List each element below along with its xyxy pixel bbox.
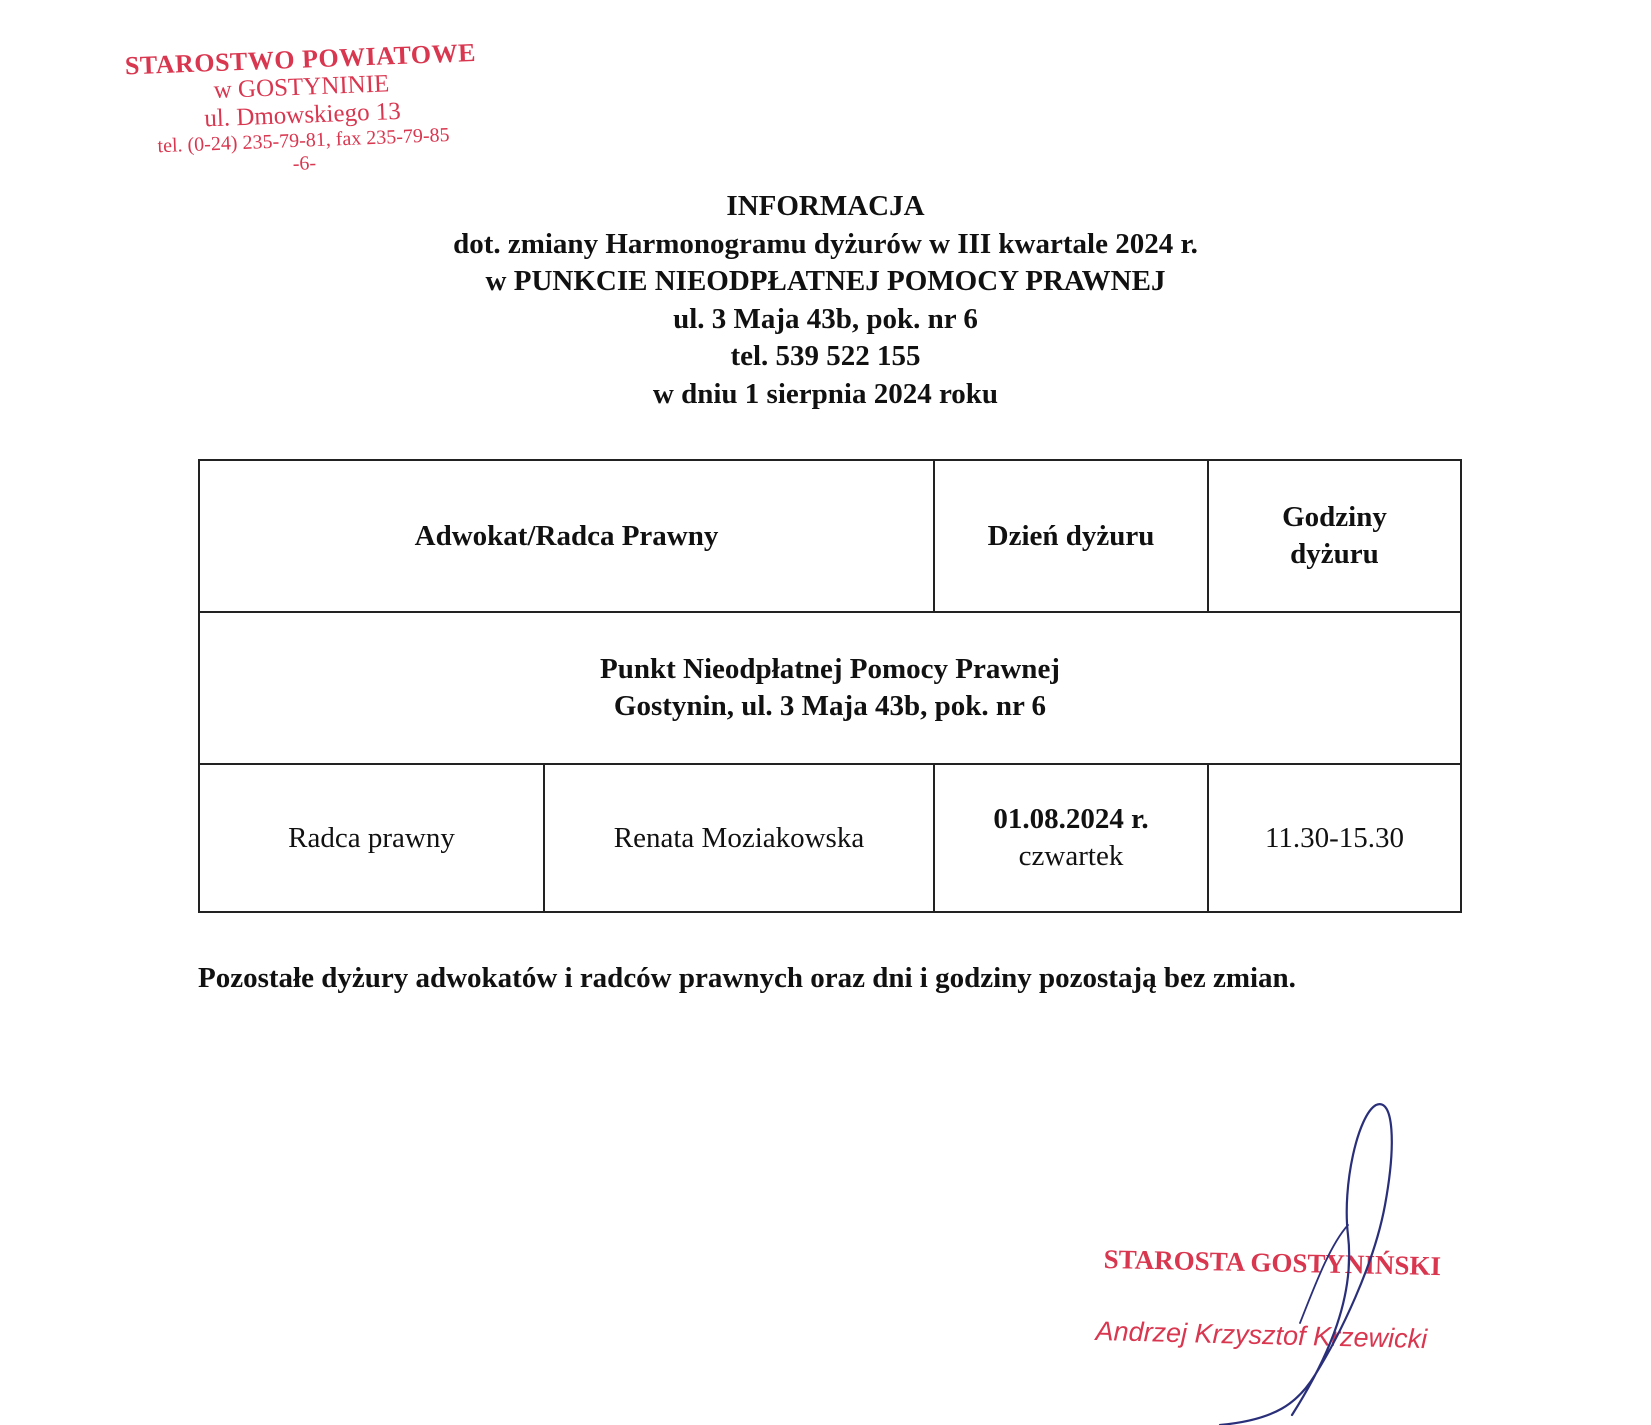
- document-heading: [0, 188, 1651, 413]
- stamp-line-address: ul. Dmowskiego 13: [203, 98, 402, 133]
- stamp-line-number: -6-: [292, 151, 317, 175]
- cell-name: Renata Moziakowska: [544, 764, 934, 912]
- heading-address: ul. 3 Maja 43b, pok. nr 6: [673, 302, 978, 335]
- location-name: Punkt Nieodpłatnej Pomocy Prawnej: [600, 653, 1060, 685]
- duty-schedule-table: [198, 459, 1462, 913]
- cell-role: Radca prawny: [199, 764, 544, 912]
- signatory-title: STAROSTA GOSTYNIŃSKI: [1103, 1244, 1442, 1282]
- header-hours-line1: Godziny: [1282, 501, 1387, 533]
- cell-day: [934, 764, 1208, 912]
- header-lawyer: Adwokat/Radca Prawny: [199, 460, 934, 612]
- closing-note: Pozostałe dyżury adwokatów i radców prawnych oraz dni i godziny pozostają bez zmian.: [198, 962, 1296, 994]
- cell-weekday: czwartek: [1018, 840, 1124, 872]
- office-stamp: [110, 37, 495, 181]
- header-day: Dzień dyżuru: [934, 460, 1208, 612]
- cell-date: 01.08.2024 r.: [993, 803, 1149, 835]
- header-hours: [1208, 460, 1461, 612]
- header-hours-line2: dyżuru: [1290, 538, 1379, 570]
- signatory-name: Andrzej Krzysztof Krzewicki: [1095, 1316, 1428, 1355]
- table-row: [199, 764, 1461, 912]
- handwritten-signature: [1180, 1085, 1420, 1425]
- heading-place: w PUNKCIE NIEODPŁATNEJ POMOCY PRAWNEJ: [485, 265, 1166, 297]
- location-cell: [199, 612, 1461, 764]
- location-address: Gostynin, ul. 3 Maja 43b, pok. nr 6: [613, 690, 1047, 722]
- location-row: [199, 612, 1461, 764]
- document-title: INFORMACJA: [726, 190, 925, 222]
- cell-hours: 11.30-15.30: [1208, 764, 1461, 912]
- stamp-line-office: STAROSTWO POWIATOWE: [124, 37, 477, 81]
- table-header-row: [199, 460, 1461, 612]
- stamp-line-city: w GOSTYNINIE: [213, 70, 390, 105]
- heading-subject: dot. zmiany Harmonogramu dyżurów w III kwartale 2024 r.: [453, 227, 1198, 260]
- heading-date: w dniu 1 sierpnia 2024 roku: [652, 377, 999, 410]
- heading-phone: tel. 539 522 155: [730, 340, 921, 372]
- stamp-line-phone: tel. (0-24) 235-79-81, fax 235-79-85: [157, 124, 450, 158]
